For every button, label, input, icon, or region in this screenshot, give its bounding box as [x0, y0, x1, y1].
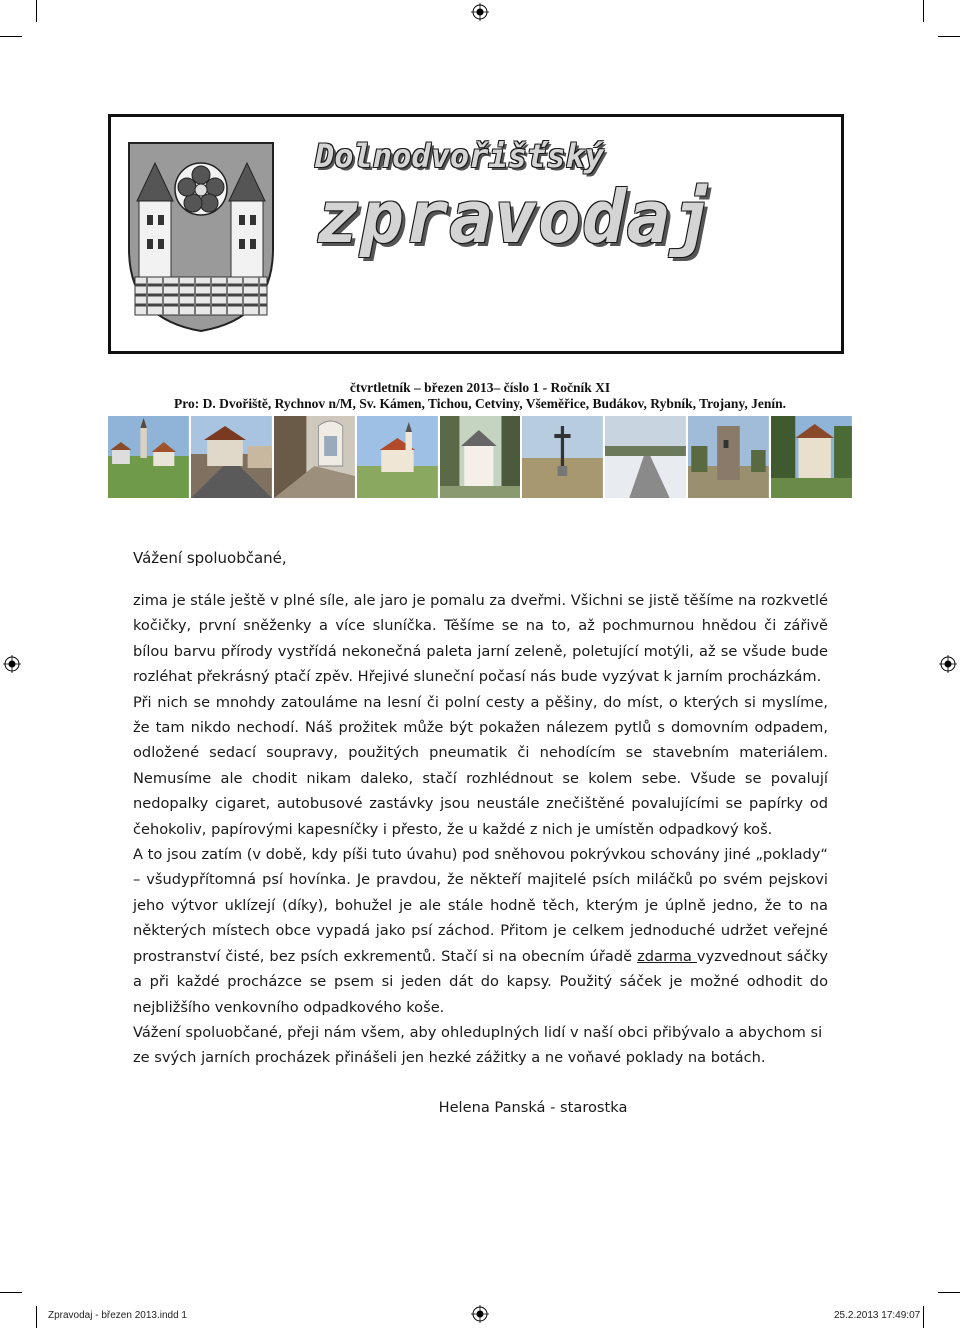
crop-mark	[938, 1292, 960, 1293]
issue-villages-line: Pro: D. Dvořiště, Rychnov n/M, Sv. Kámen, Tichou, Cetviny, Všeměřice, Budákov, Rybník, Trojany, Jenín.	[174, 396, 786, 411]
crop-mark	[938, 36, 960, 37]
crop-mark	[0, 1292, 22, 1293]
greeting: Vážení spoluobčané,	[133, 549, 287, 567]
photo-winter-road	[605, 416, 686, 498]
crop-mark	[36, 0, 37, 22]
registration-mark-icon	[3, 655, 21, 673]
photo-manor-house	[771, 416, 852, 498]
photo-tower	[688, 416, 769, 498]
paragraph: Při nich se mnohdy zatouláme na lesní či polní cesty a pěšiny, do míst, o kterých si myslíme, že tam nikdo nechodí. Náš prožitek může být pokažen nálezem pytlů s domovním odpadem, odložené sedací soupravy, použitých pneumatik či nehodícím se stavebním materiálem. Nemusíme ale chodit nikam daleko, stačí rozhlédnout se kolem sebe. Všude se povalují nedopalky cigaret, autobusové zastávky jsou neustále znečištěné povalujícími se papírky od čehokoliv, papírovými kapesníčky i přesto, že u každé z nich je umístěn odpadkový koš.	[133, 693, 828, 838]
issue-line: čtvrtletník – březen 2013– číslo 1 - Ročník XI	[349, 380, 611, 395]
photo-strip	[108, 416, 852, 498]
masthead-title-line1: Dolnodvořišťský	[315, 137, 604, 175]
photo-chapel-interior	[274, 416, 355, 498]
letter-body	[133, 588, 828, 1071]
underlined-text: zdarma	[637, 947, 697, 965]
crop-mark	[923, 0, 924, 22]
photo-chapel-trees	[440, 416, 521, 498]
registration-mark-icon	[471, 3, 489, 21]
signature: Helena Panská - starostka	[438, 1099, 628, 1116]
crop-mark	[0, 36, 22, 37]
photo-wayside-cross	[522, 416, 603, 498]
paragraph	[133, 842, 828, 1020]
file-slug: Zpravodaj - březen 2013.indd 1	[48, 1310, 187, 1321]
registration-mark-icon	[939, 655, 957, 673]
crop-mark	[36, 1306, 37, 1328]
photo-church-field	[357, 416, 438, 498]
masthead-title-line2: zpravodaj	[316, 175, 716, 259]
photo-village-church	[108, 416, 189, 498]
paragraph: Vážení spoluobčané, přeji nám všem, aby ohleduplných lidí v naší obci přibývalo a abychom si ze svých jarních procházek přinášeli jen hezké zážitky a ne voňavé poklady na botách.	[133, 1023, 823, 1067]
masthead	[108, 114, 844, 354]
crop-mark	[923, 1306, 924, 1328]
paragraph-text: A to jsou zatím (v době, kdy píši tuto úvahu) pod sněhovou pokrývkou schovány jiné „poklady“ – všudypřítomná psí hovínka. Je pravdou, že někteří majitelé psích miláčků po svém pejskovi jeho výtvor uklízejí (díky), bohužel je ale stále hodně těch, kterým je úplně jedno, že to na některých místech obce vypadá jako psí záchod. Přitom je celkem jednoduché udržet veřejné prostranství čisté, bez psích exkrementů. Stačí si na obecním úřadě	[133, 846, 828, 965]
paragraph: zima je stále ještě v plné síle, ale jaro je pomalu za dveřmi. Všichni se jistě těšíme na rozkvetlé kočičky, první sněženky a více sluníčka. Těšíme se na to, až pochmurnou hnědou či zářivě bílou barvu přírody vystřídá nekonečná paleta jarní zeleně, poletující motýli, až se všude bude rozléhat překrásný ptačí zpěv. Hřejivé sluneční počasí nás bude vyzývat k jarním procházkám.	[133, 592, 829, 686]
photo-street-houses	[191, 416, 272, 498]
paragraph-text: vyzvednout sáčky a při každé procházce se psem si jeden dát do kapsy. Použitý sáček je možné odhodit do nejbližšího venkovního odpadkového koše.	[133, 947, 828, 1016]
coat-of-arms-icon	[125, 139, 277, 335]
registration-mark-icon	[471, 1305, 489, 1323]
print-timestamp: 25.2.2013 17:49:07	[834, 1310, 921, 1321]
